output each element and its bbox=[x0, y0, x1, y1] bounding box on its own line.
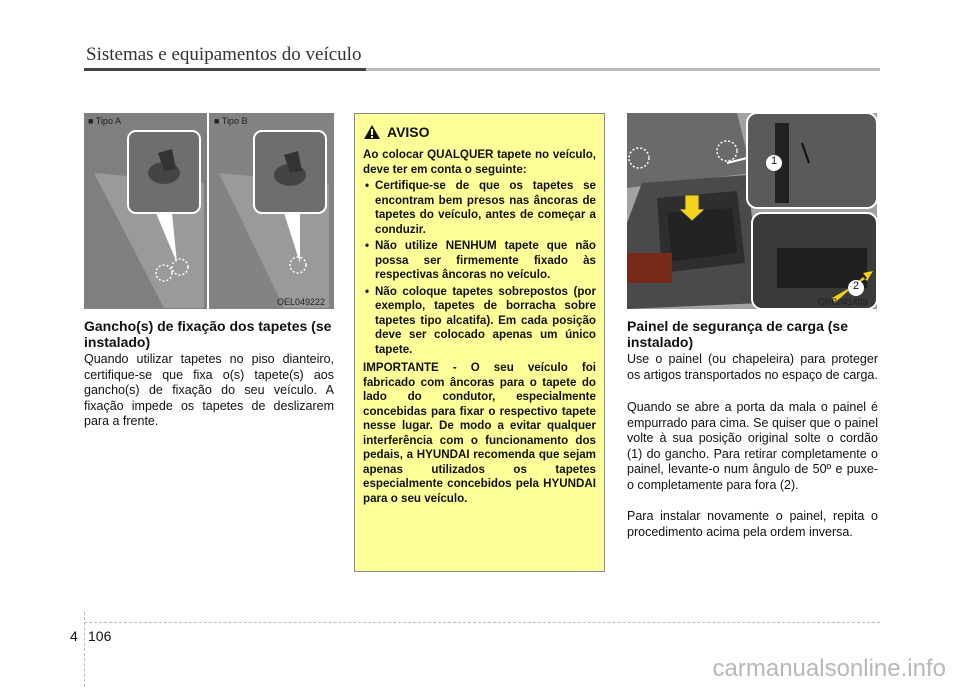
cargo-cover-paragraph-2: Quando se abre a porta da mala o painel é empurrado para cima. Se quiser que o painel volte à sua posição original solte o cordão (1) do gancho. Para retirar completamente o painel, levante-o num ângulo de 50º e puxe-o completamente para fora (2). bbox=[627, 400, 878, 492]
type-a-label: ■ Tipo A bbox=[88, 116, 121, 126]
floor-mat-hook-heading: Gancho(s) de fixação dos tapetes (se instalado) bbox=[84, 318, 332, 350]
warning-list bbox=[363, 179, 596, 357]
page-header-title: Sistemas e equipamentos do veículo bbox=[86, 44, 362, 65]
watermark: carmanualsonline.info bbox=[712, 655, 946, 682]
floor-mat-hook-illustration bbox=[84, 113, 334, 309]
callout-1: 1 bbox=[770, 155, 778, 167]
cargo-cover-heading: Painel de segurança de carga (se instalado) bbox=[627, 318, 848, 350]
left-image-code: OEL049222 bbox=[277, 297, 326, 307]
footer-divider bbox=[84, 612, 85, 687]
floor-mat-hook-paragraph: Quando utilizar tapetes no piso dianteiro, certifique-se que fixa o(s) tapete(s) aos gancho(s) de fixação do seu veículo. A fixação impede os tapetes de deslizarem para a frente. bbox=[84, 352, 334, 429]
warning-intro: Ao colocar QUALQUER tapete no veículo, deve ter em conta o seguinte: bbox=[363, 148, 596, 176]
right-image-code: ORB041403 bbox=[818, 297, 868, 307]
header-rule-accent bbox=[84, 68, 366, 71]
page-number: 106 bbox=[88, 628, 112, 644]
warning-triangle-icon bbox=[363, 124, 381, 140]
warning-title: AVISO bbox=[387, 124, 430, 140]
cargo-cover-paragraph-3: Para instalar novamente o painel, repita o procedimento acima pela ordem inversa. bbox=[627, 509, 878, 539]
warning-bullet: • Não utilize NENHUM tapete que não possa ser firmemente fixado às respectivas âncoras no veículo. bbox=[363, 239, 596, 283]
chapter-number: 4 bbox=[70, 628, 78, 644]
warning-important: IMPORTANTE - O seu veículo foi fabricado com âncoras para o tapete do lado do condutor, especialmente concebidas para fixar o respectivo tapete nesse lugar. De modo a evitar qualquer interferência com o funcionamento dos pedais, a HYUNDAI recomenda que sejam apenas utilizados os tapetes especialmente concebidos pela HYUNDAI para o seu veículo. bbox=[363, 361, 596, 505]
cargo-cover-illustration bbox=[627, 113, 877, 309]
footer-rule bbox=[84, 622, 880, 623]
callout-2: 2 bbox=[852, 280, 860, 292]
warning-bullet: • Não coloque tapetes sobrepostos (por exemplo, tapetes de borracha sobre tapetes tipo alcatifa). Em cada posição deve ser colocado apenas um único tapete. bbox=[363, 285, 596, 358]
type-b-label: ■ Tipo B bbox=[214, 116, 248, 126]
warning-bullet: • Certifique-se de que os tapetes se encontram bem presos nas âncoras de tapetes do veículo, antes de começar a conduzir. bbox=[363, 179, 596, 237]
warning-box bbox=[354, 113, 605, 572]
cargo-cover-paragraph-1: Use o painel (ou chapeleira) para proteger os artigos transportados no espaço de carga. bbox=[627, 352, 878, 382]
